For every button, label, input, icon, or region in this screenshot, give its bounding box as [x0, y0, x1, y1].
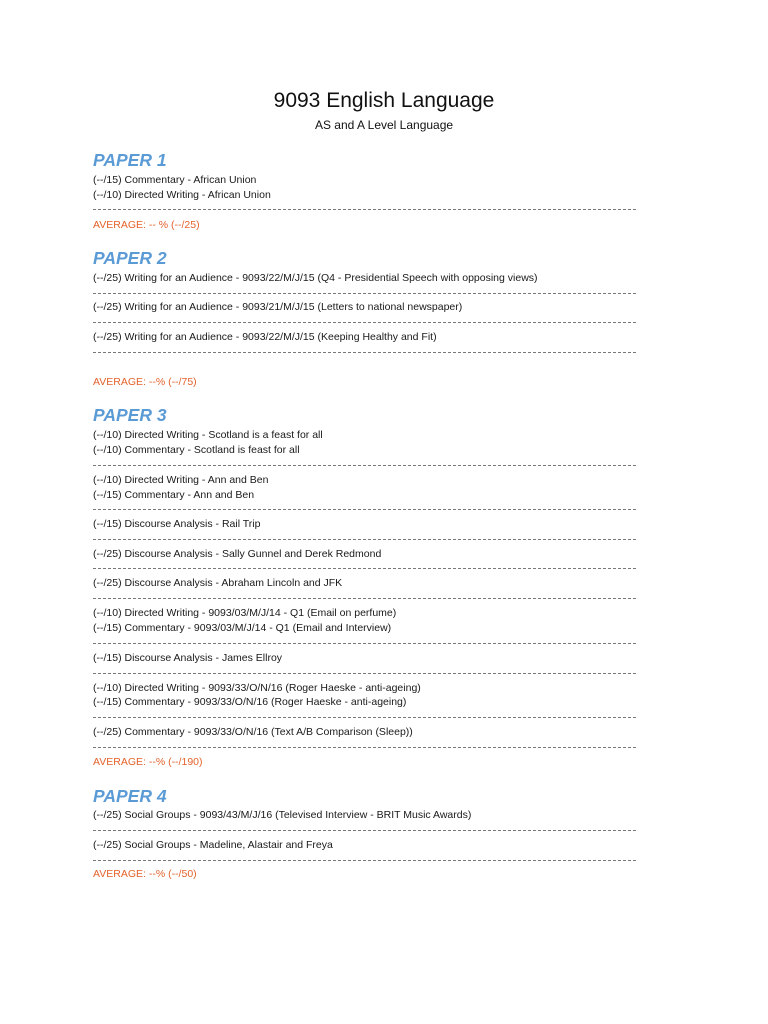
paper-1-average: AVERAGE: -- % (--/25) — [93, 219, 200, 231]
paper-3-item: (--/10) Directed Writing - 9093/03/M/J/14 - Q1 (Email on perfume) — [93, 607, 397, 619]
paper-3-item: (--/15) Discourse Analysis - Rail Trip — [93, 518, 261, 530]
dashed-separator — [93, 509, 636, 510]
dashed-separator — [93, 352, 636, 353]
paper-4-item: (--/25) Social Groups - Madeline, Alastair and Freya — [93, 839, 333, 851]
paper-1-heading: PAPER 1 — [93, 150, 167, 170]
dashed-separator — [93, 717, 636, 718]
document-title: 9093 English Language — [273, 89, 495, 112]
paper-2-item: (--/25) Writing for an Audience - 9093/22/M/J/15 (Q4 - Presidential Speech with opposing views) — [93, 272, 538, 284]
paper-3-heading: PAPER 3 — [93, 405, 167, 425]
dashed-separator — [93, 598, 636, 599]
dashed-separator — [93, 643, 636, 644]
paper-3-item: (--/15) Commentary - Ann and Ben — [93, 489, 255, 501]
dashed-separator — [93, 830, 636, 831]
paper-4-heading: PAPER 4 — [93, 786, 167, 806]
dashed-separator — [93, 747, 636, 748]
paper-3-item: (--/15) Commentary - 9093/33/O/N/16 (Roger Haeske - anti-ageing) — [93, 696, 407, 708]
dashed-separator — [93, 465, 636, 466]
paper-3-item: (--/10) Directed Writing - Ann and Ben — [93, 474, 269, 486]
paper-3-item: (--/15) Discourse Analysis - James Ellroy — [93, 652, 283, 664]
paper-3-item: (--/25) Discourse Analysis - Sally Gunnel and Derek Redmond — [93, 548, 382, 560]
dashed-separator — [93, 568, 636, 569]
paper-3-item: (--/10) Directed Writing - 9093/33/O/N/16 (Roger Haeske - anti-ageing) — [93, 682, 421, 694]
paper-3-item: (--/25) Commentary - 9093/33/O/N/16 (Text A/B Comparison (Sleep)) — [93, 726, 413, 738]
paper-4-item: (--/25) Social Groups - 9093/43/M/J/16 (Televised Interview - BRIT Music Awards) — [93, 809, 472, 821]
dashed-separator — [93, 293, 636, 294]
paper-2-average: AVERAGE: --% (--/75) — [93, 376, 197, 388]
paper-3-item: (--/25) Discourse Analysis - Abraham Lincoln and JFK — [93, 577, 343, 589]
paper-2-item: (--/25) Writing for an Audience - 9093/22/M/J/15 (Keeping Healthy and Fit) — [93, 331, 437, 343]
dashed-separator — [93, 209, 636, 210]
document-subtitle: AS and A Level Language — [314, 118, 454, 132]
dashed-separator — [93, 860, 636, 861]
paper-3-average: AVERAGE: --% (--/190) — [93, 756, 203, 768]
dashed-separator — [93, 322, 636, 323]
paper-1-item: (--/10) Directed Writing - African Union — [93, 189, 271, 201]
paper-4-average: AVERAGE: --% (--/50) — [93, 868, 197, 880]
paper-3-item: (--/10) Commentary - Scotland is feast for all — [93, 444, 300, 456]
paper-3-item: (--/15) Commentary - 9093/03/M/J/14 - Q1 (Email and Interview) — [93, 622, 392, 634]
dashed-separator — [93, 673, 636, 674]
paper-2-heading: PAPER 2 — [93, 248, 167, 268]
dashed-separator — [93, 539, 636, 540]
paper-2-item: (--/25) Writing for an Audience - 9093/21/M/J/15 (Letters to national newspaper) — [93, 301, 463, 313]
paper-3-item: (--/10) Directed Writing - Scotland is a feast for all — [93, 429, 323, 441]
paper-1-item: (--/15) Commentary - African Union — [93, 174, 257, 186]
